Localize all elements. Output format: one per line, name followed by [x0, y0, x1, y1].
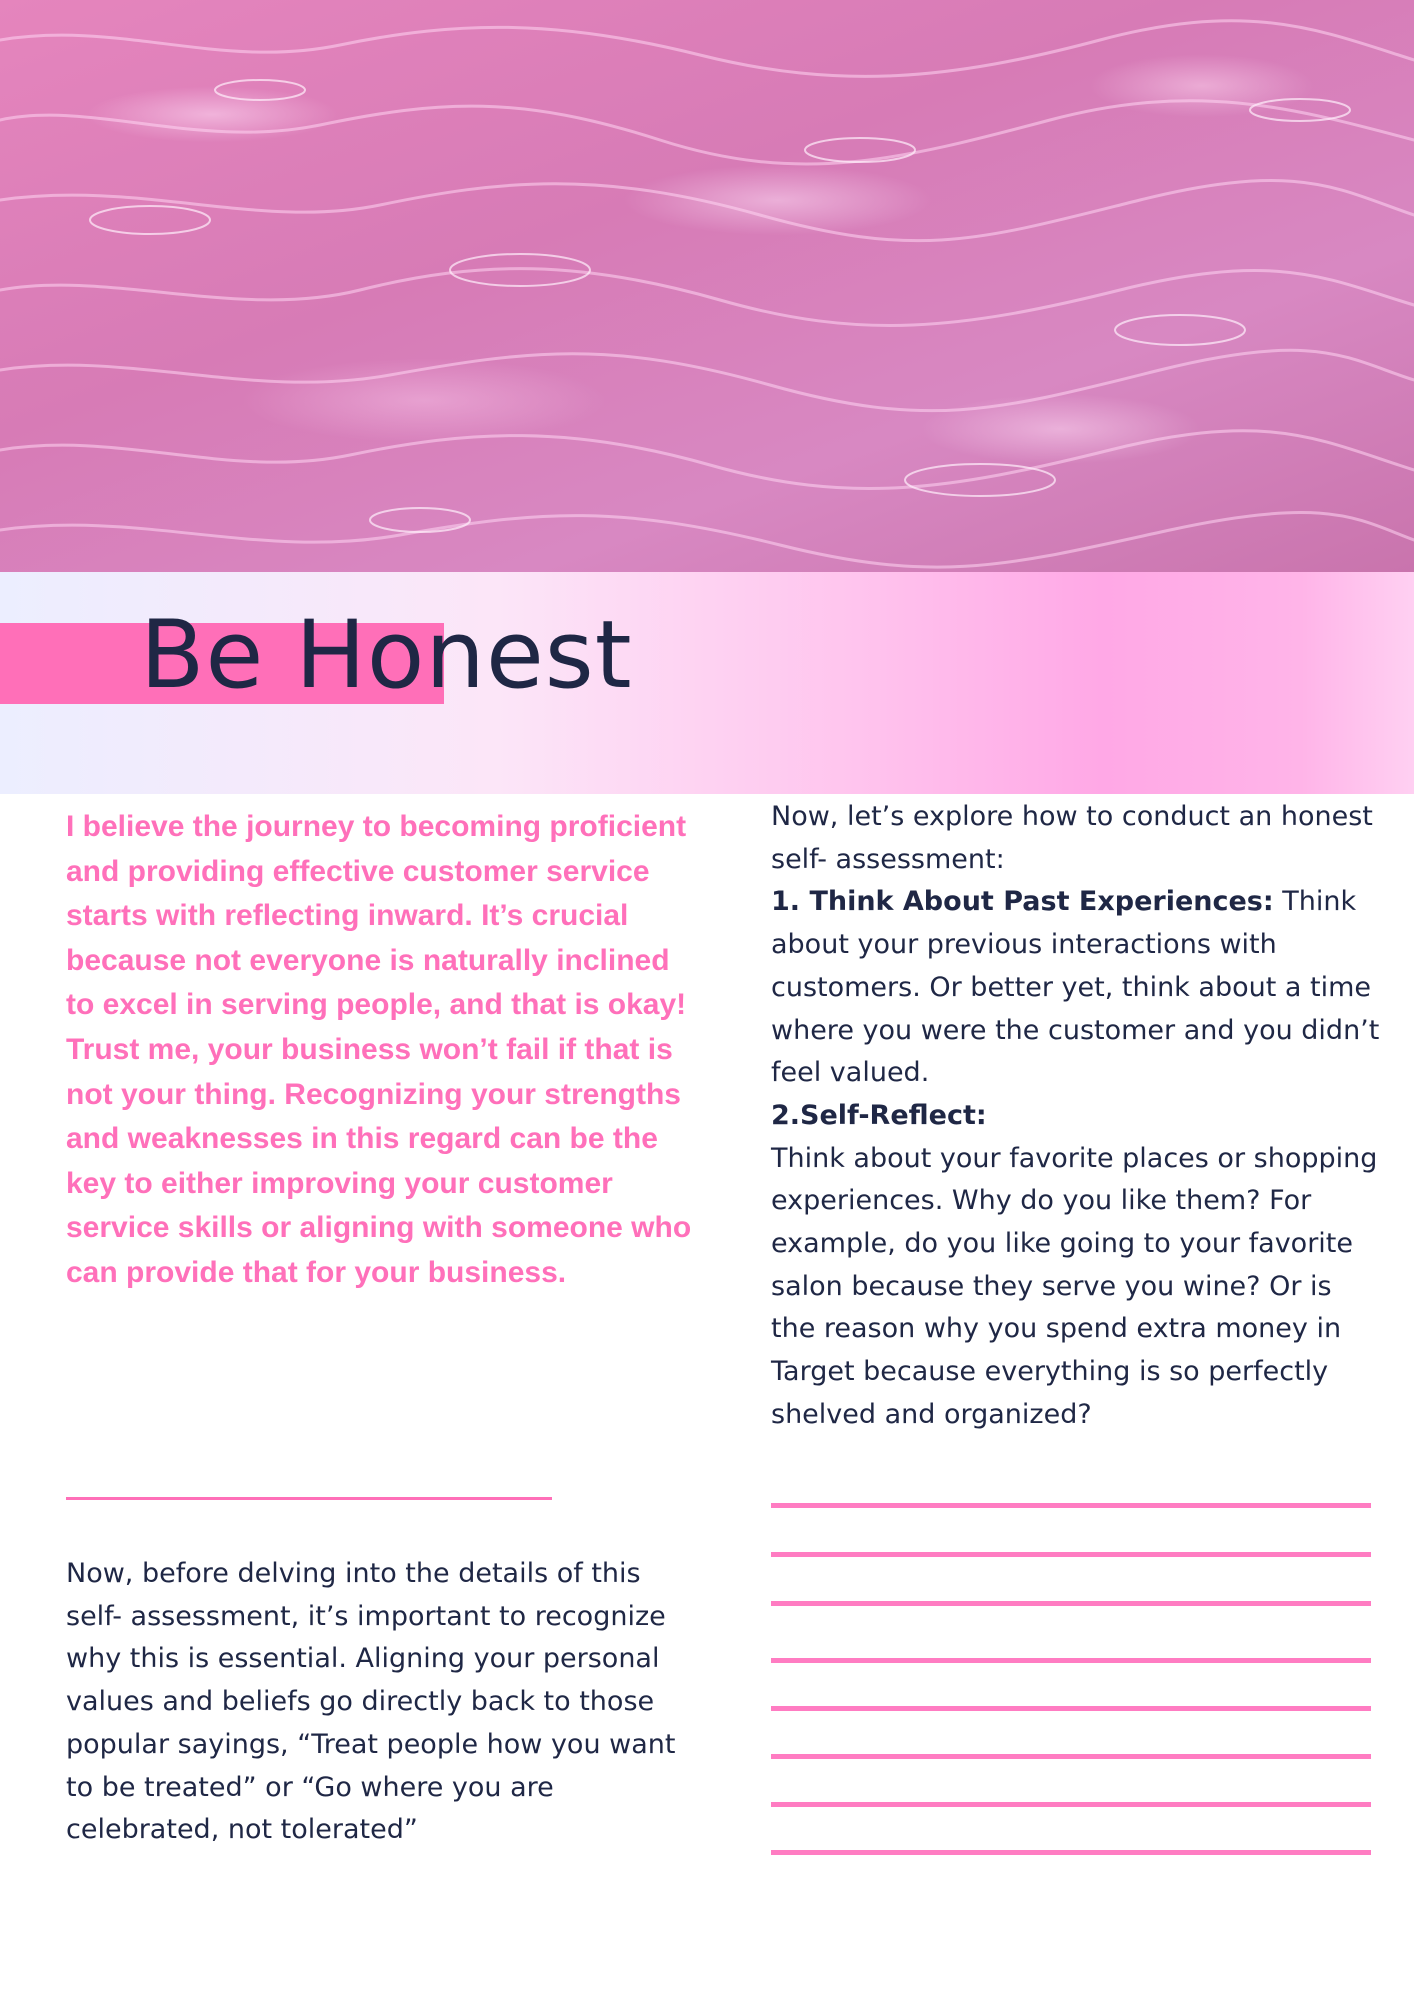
writing-line[interactable]: [771, 1850, 1371, 1855]
water-ripples: [0, 0, 1414, 572]
step-2-heading: 2.Self-Reflect:: [771, 1099, 987, 1131]
step-1-heading: 1. Think About Past Experiences:: [771, 886, 1274, 918]
pink-water-photo: [0, 0, 1414, 572]
writing-line[interactable]: [771, 1658, 1371, 1663]
intro-body-paragraph: Now, before delving into the details of this self- assessment, it’s important to recognize why this is essential. Aligning your personal values and beliefs go directly back to those popular sayings, “Treat people how you want to be treated” or “Go where you are celebrated, not tolerated”: [66, 1558, 676, 1846]
intro-highlight-paragraph: I believe the journey to becoming proficient and providing effective customer service starts with reflecting inward. It’s crucial because not everyone is naturally inclined to excel in serving people, and that is okay! Trust me, your business won’t fail if that is not your thing. Recognizing your strengths and weaknesses in this regard can be the key to either improving your customer service skills or aligning with someone who can provide that for your business.: [66, 810, 692, 1289]
writing-line[interactable]: [771, 1552, 1371, 1557]
writing-line[interactable]: [771, 1754, 1371, 1759]
assessment-steps: [771, 796, 1381, 1437]
step-1: [771, 881, 1381, 1095]
writing-line[interactable]: [771, 1503, 1371, 1508]
step-1-text: Think about your previous interactions with customers. Or better yet, think about a time where you were the customer and you didn’t feel valued.: [771, 886, 1380, 1089]
section-divider: [66, 1497, 552, 1500]
writing-line[interactable]: [771, 1802, 1371, 1807]
writing-line[interactable]: [771, 1601, 1371, 1606]
writing-line[interactable]: [771, 1706, 1371, 1711]
page-title: Be Honest: [140, 601, 633, 710]
step-2-text: Think about your favorite places or shopping experiences. Why do you like them? For example, do you like going to your favorite salon because they serve you wine? Or is the reason why you spend extra money in Target because everything is so perfectly shelved and organized?: [771, 1142, 1378, 1430]
assessment-lead: Now, let’s explore how to conduct an honest self- assessment:: [771, 801, 1373, 875]
